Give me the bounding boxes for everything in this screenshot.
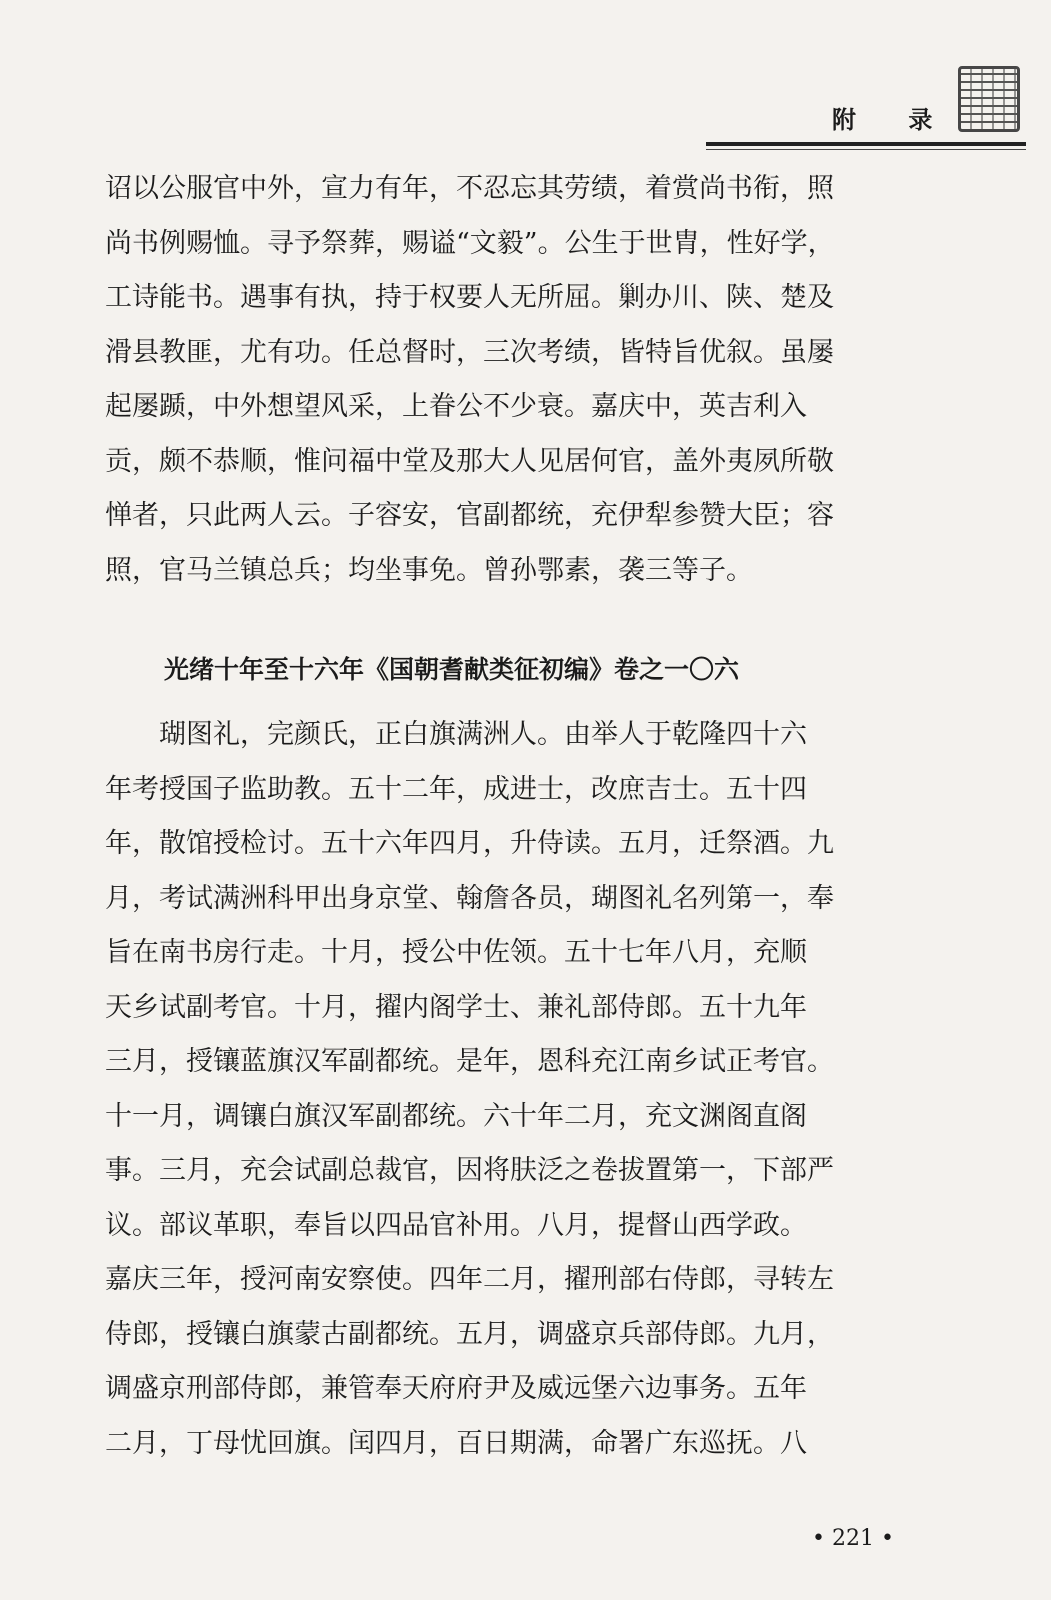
text-line: 年考授国子监助教。五十二年，成进士，改庶吉士。五十四 [105,773,807,805]
text-line: 十一月，调镶白旗汉军副都统。六十年二月，充文渊阁直阁 [105,1100,807,1132]
text-line: 天乡试副考官。十月，擢内阁学士、兼礼部侍郎。五十九年 [105,991,807,1023]
header-rule-thick [706,142,1026,146]
text-line: 事。三月，充会试副总裁官，因将肤泛之卷拔置第一，下部严 [105,1155,834,1186]
text-line: 侍郎，授镶白旗蒙古副都统。五月，调盛京兵部侍郎。九月， [105,1318,834,1350]
text-line: 三月，授镶蓝旗汉军副都统。是年，恩科充江南乡试正考官。 [105,1046,834,1077]
text-line: 瑚图礼，完颜氏，正白旗满洲人。由举人于乾隆四十六 [105,719,807,750]
text-line: 诏以公服官中外，宣力有年，不忍忘其劳绩，着赏尚书衔，照 [105,173,834,204]
text-line: 嘉庆三年，授河南安察使。四年二月，擢刑部右侍郎，寻转左 [105,1264,834,1295]
header-rule-thin [706,149,1026,150]
text-line: 滑县教匪，尤有功。任总督时，三次考绩，皆特旨优叙。虽屡 [105,336,834,368]
text-line: 惮者，只此两人云。子容安，官副都统，充伊犁参赞大臣；容 [105,500,834,531]
text-line: 贡，颇不恭顺，惟问福中堂及那大人见居何官，盖外夷夙所敬 [105,445,834,477]
paragraph-1 [105,162,920,598]
text-line: 工诗能书。遇事有执，持于权要人无所屈。剿办川、陕、楚及 [105,282,834,313]
section-heading: 光绪十年至十六年《国朝耆献类征初编》卷之一〇六 [164,655,740,684]
text-line: 议。部议革职，奉旨以四品官补用。八月，提督山西学政。 [105,1209,807,1241]
text-line: 二月，丁母忧回旗。闰四月，百日期满，命署广东巡抚。八 [105,1427,807,1459]
text-line: 年，散馆授检讨。五十六年四月，升侍读。五月，迁祭酒。九 [105,828,834,859]
header-section-label: 附 录 [832,106,955,134]
seal-stamp-icon [958,66,1020,132]
text-line: 起屡踬，中外想望风采，上眷公不少衰。嘉庆中，英吉利入 [105,391,807,422]
page-number: • 221 • [812,1526,894,1551]
text-line: 旨在南书房行走。十月，授公中佐领。五十七年八月，充顺 [105,937,807,968]
text-line: 调盛京刑部侍郎，兼管奉天府府尹及威远堡六边事务。五年 [105,1373,807,1404]
text-line: 月，考试满洲科甲出身京堂、翰詹各员，瑚图礼名列第一，奉 [105,882,834,914]
paragraph-2 [105,708,920,1471]
text-line: 照，官马兰镇总兵；均坐事免。曾孙鄂素，袭三等子。 [105,554,753,586]
text-line: 尚书例赐恤。寻予祭葬，赐谥“文毅”。公生于世胄，性好学， [105,227,835,259]
